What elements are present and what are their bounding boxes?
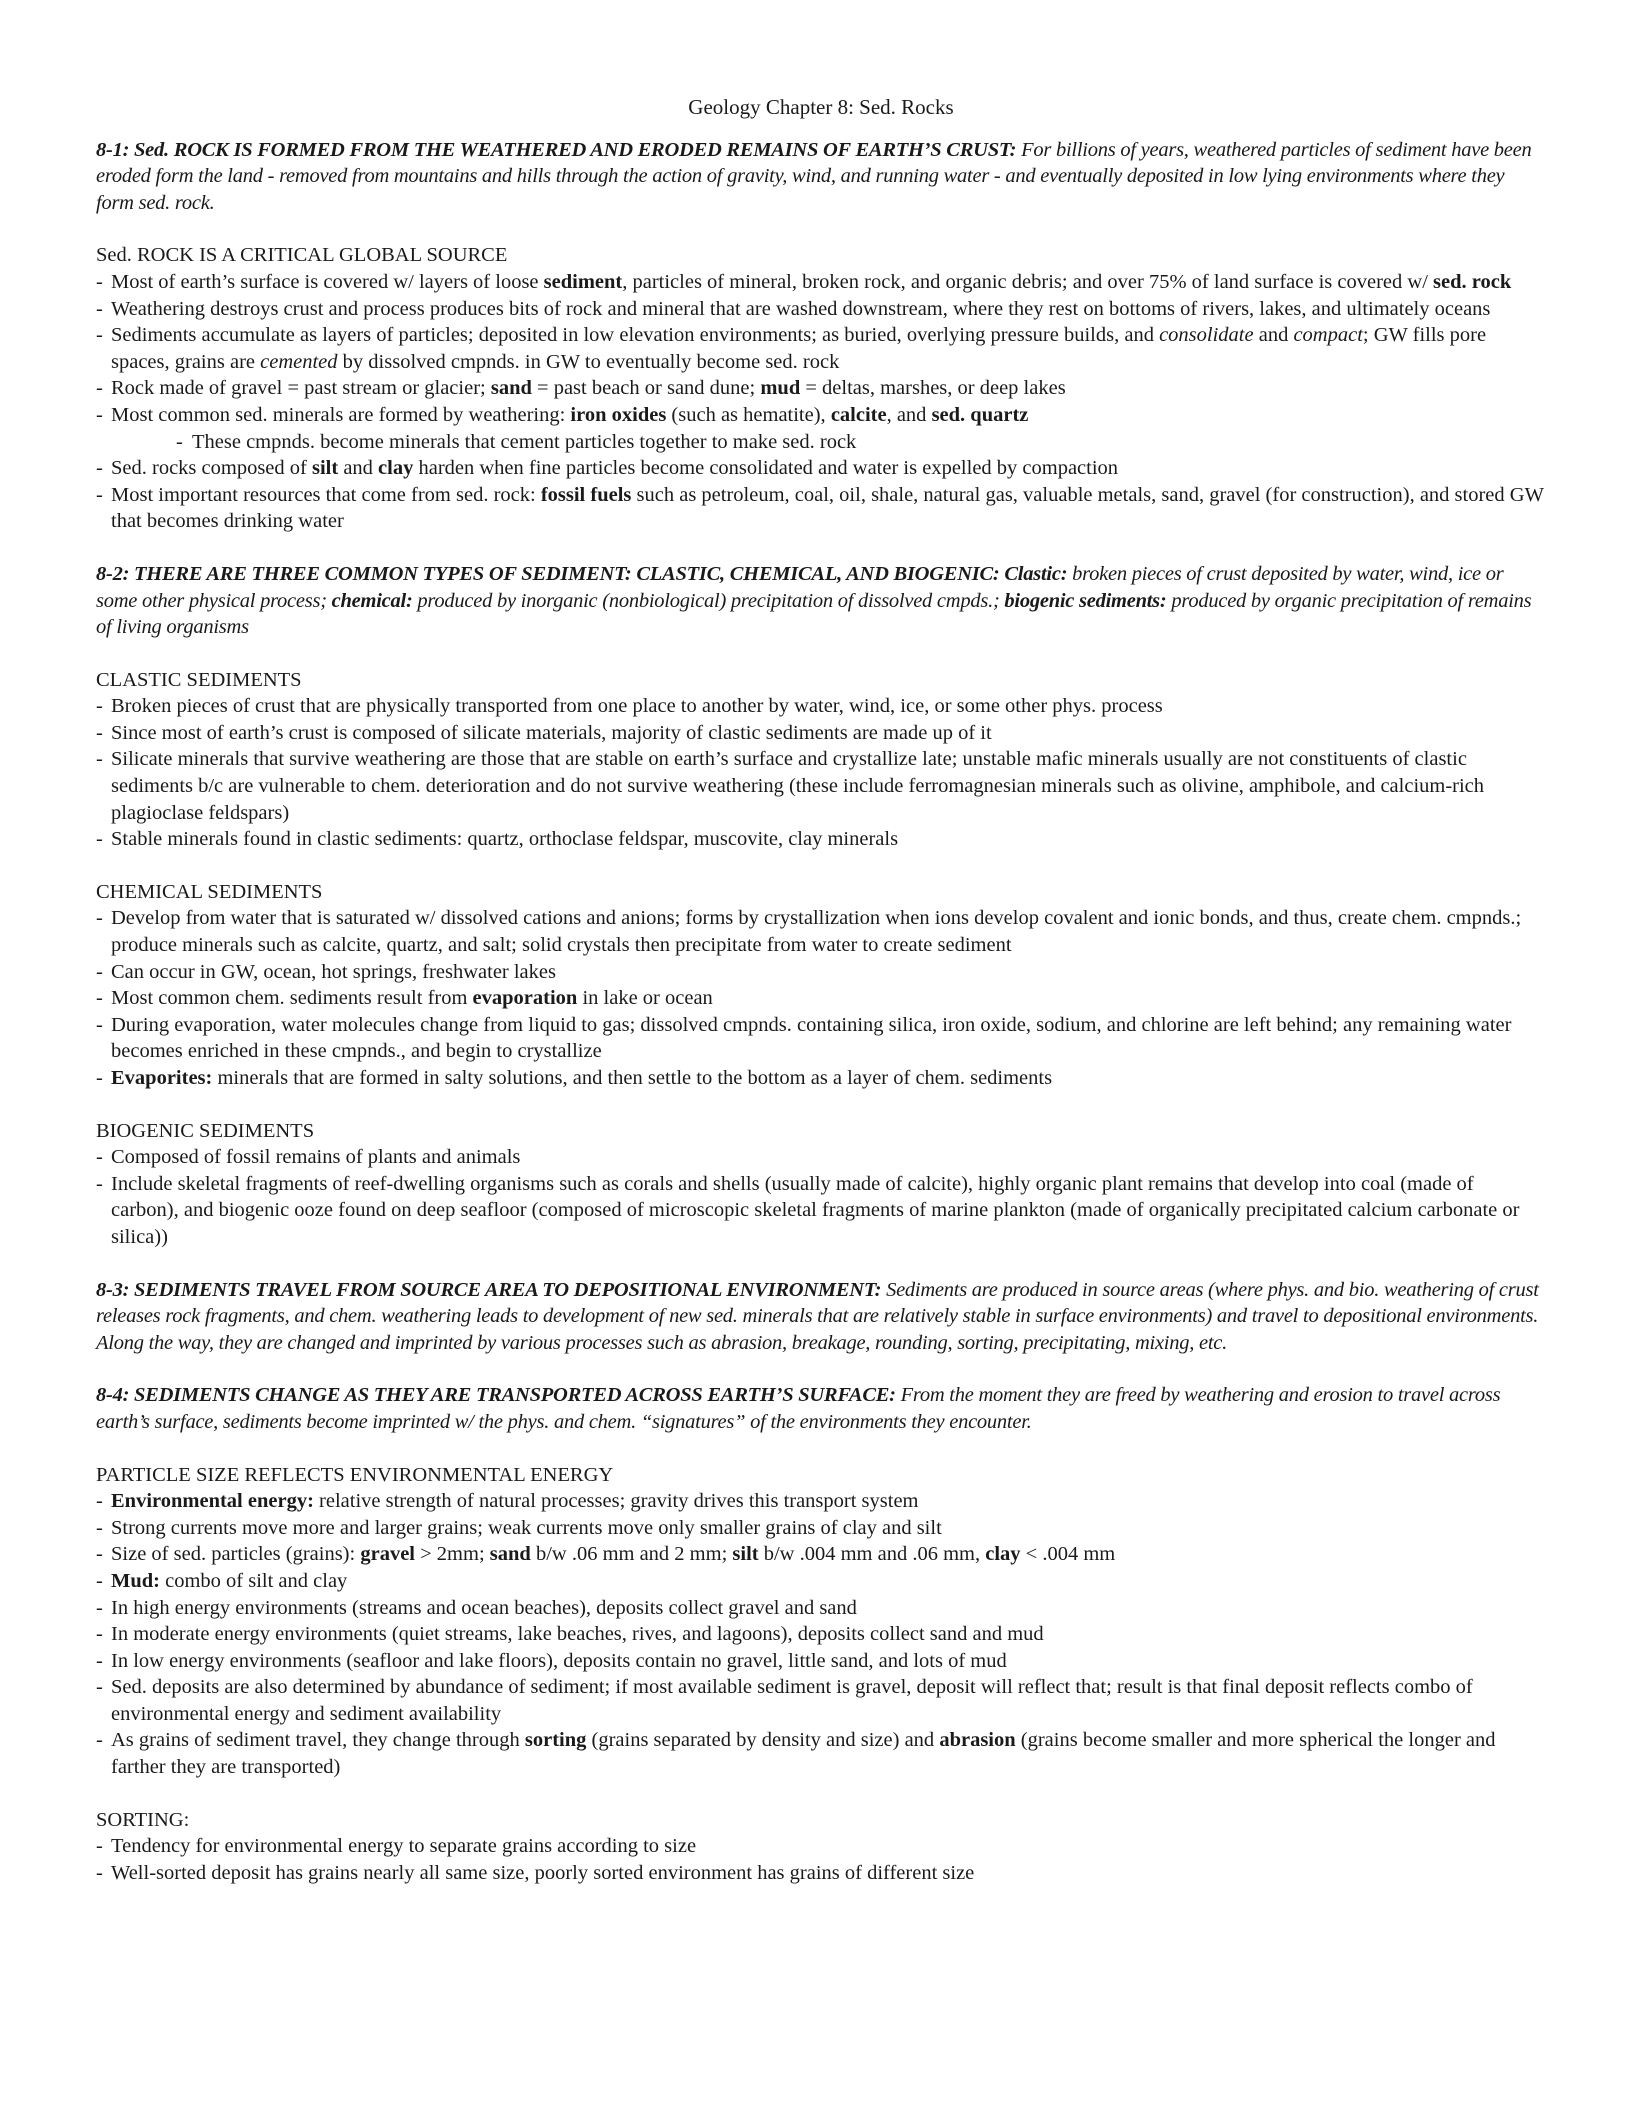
bullet-list xyxy=(96,693,1546,853)
item-text: combo of silt and clay xyxy=(159,1569,348,1592)
subsection-title: CLASTIC SEDIMENTS xyxy=(96,668,302,691)
heading-text: Sediments are produced in source areas (where phys. and bio. weathering of crust releases rock fragments, and chem. weathering leads to development of new sed. minerals that are relatively stable in surface environments) and travel to depositional environments. Along the way, they are changed and imprinted by various processes such as abrasion, breakage, rounding, sorting, precipitating, mixing, etc. xyxy=(96,1278,1539,1354)
item-text: harden when fine particles become consolidated and water is expelled by compaction xyxy=(413,457,1119,480)
section-chemical-sediments xyxy=(96,879,1546,1092)
list-item xyxy=(96,1727,1546,1780)
list-item: - Silicate minerals that survive weathering are those that are stable on earth’s surface and crystallize late; unstable mafic minerals usually are not constituents of clastic sediments b/c are vulnerable to chem. deterioration and do not survive weathering (these include ferromagnesian minerals such as olivine, amphibole, and calcium-rich plagioclase feldspars) xyxy=(96,746,1546,826)
item-text: (grains become smaller and more spherical the longer and farther they are transported) xyxy=(111,1729,1496,1779)
list-item: - In high energy environments (streams and ocean beaches), deposits collect gravel and sand xyxy=(96,1595,1546,1622)
item-text: (grains separated by density and size) and xyxy=(586,1729,940,1752)
page-title: Geology Chapter 8: Sed. Rocks xyxy=(688,95,954,119)
item-emphasis: compact xyxy=(1293,324,1363,347)
item-text: < .004 mm xyxy=(1020,1543,1116,1566)
item-emphasis: cemented xyxy=(260,350,338,373)
list-item: - Stable minerals found in clastic sediments: quartz, orthoclase feldspar, muscovite, clay minerals xyxy=(96,826,1546,853)
item-text: Most common sed. minerals are formed by weathering: xyxy=(111,403,571,426)
item-text: such as petroleum, coal, oil, shale, natural gas, valuable metals, sand, gravel (for construction), and stored GW that becomes drinking water xyxy=(111,483,1544,533)
heading-text: produced by organic precipitation of remains of living organisms xyxy=(96,589,1532,639)
item-text: Most common chem. sediments result from xyxy=(111,987,473,1010)
item-text: Most important resources that come from sed. rock: xyxy=(111,483,541,506)
item-term: Environmental energy: xyxy=(111,1490,314,1513)
subsection-title: SORTING: xyxy=(96,1808,190,1831)
item-text: b/w .004 mm and .06 mm, xyxy=(758,1543,986,1566)
item-term: sed. quartz xyxy=(931,403,1029,426)
list-item xyxy=(96,269,1546,296)
document-body xyxy=(96,94,1546,1912)
section-particle-size xyxy=(96,1462,1546,1781)
bullet-list xyxy=(96,1833,1546,1886)
item-term: sediment xyxy=(543,270,623,293)
bullet-list xyxy=(96,905,1546,1091)
item-text: , and xyxy=(886,403,932,426)
heading-text: produced by inorganic (nonbiological) precipitation of dissolved cmpds.; xyxy=(412,589,1005,612)
list-item: - In low energy environments (seafloor and lake floors), deposits contain no gravel, little sand, and lots of mud xyxy=(96,1648,1546,1675)
list-item: - Strong currents move more and larger grains; weak currents move only smaller grains of clay and silt xyxy=(96,1515,1546,1542)
item-term: evaporation xyxy=(472,987,578,1010)
item-term: fossil fuels xyxy=(540,483,632,506)
heading-bold: chemical: xyxy=(331,589,413,612)
item-text: Size of sed. particles (grains): xyxy=(111,1543,361,1566)
list-item: - Broken pieces of crust that are physically transported from one place to another by water, wind, ice, or some other phys. process xyxy=(96,693,1546,720)
list-item: - Tendency for environmental energy to separate grains according to size xyxy=(96,1833,1546,1860)
list-item: - In moderate energy environments (quiet streams, lake beaches, rives, and lagoons), deposits collect sand and mud xyxy=(96,1621,1546,1648)
list-item: - Since most of earth’s crust is composed of silicate materials, majority of clastic sediments are made up of it xyxy=(96,720,1546,747)
item-text: and xyxy=(1253,324,1294,347)
list-item xyxy=(96,985,1546,1012)
list-item: - Weathering destroys crust and process produces bits of rock and mineral that are washed downstream, where they rest on bottoms of rivers, lakes, and ultimately oceans xyxy=(96,296,1546,323)
list-item: - During evaporation, water molecules change from liquid to gas; dissolved cmpnds. containing silica, iron oxide, sodium, and chlorine are left behind; any remaining water becomes enriched in these cmpnds., and begin to crystallize xyxy=(96,1012,1546,1065)
bullet-list xyxy=(96,269,1546,535)
heading-text: broken pieces of crust deposited by water, wind, ice or some other physical process; xyxy=(96,562,1504,612)
item-text: > 2mm; xyxy=(415,1543,490,1566)
item-text: = past beach or sand dune; xyxy=(531,377,761,400)
list-item: - Sed. deposits are also determined by abundance of sediment; if most available sediment is gravel, deposit will reflect that; result is that final deposit reflects combo of environmental energy and sediment availability xyxy=(96,1674,1546,1727)
list-item xyxy=(96,455,1546,482)
item-text: by dissolved cmpnds. in GW to eventually become sed. rock xyxy=(337,350,840,373)
list-item: - Can occur in GW, ocean, hot springs, freshwater lakes xyxy=(96,959,1546,986)
nested-list-item: - These cmpnds. become minerals that cement particles together to make sed. rock xyxy=(96,429,1546,456)
item-text: Most of earth’s surface is covered w/ layers of loose xyxy=(111,270,544,293)
bullet-list xyxy=(96,1144,1546,1250)
item-term: clay xyxy=(985,1543,1021,1566)
item-text: (such as hematite), xyxy=(666,403,831,426)
list-item xyxy=(96,375,1546,402)
list-item xyxy=(96,402,1546,429)
list-item: - Composed of fossil remains of plants and animals xyxy=(96,1144,1546,1171)
heading-bold: 8-1: Sed. ROCK IS FORMED FROM THE WEATHERED AND ERODED REMAINS OF EARTH’S CRUST: xyxy=(96,138,1017,161)
item-term: sed. rock xyxy=(1433,270,1512,293)
section-sorting xyxy=(96,1807,1546,1887)
list-item xyxy=(96,1568,1546,1595)
subsection-title: PARTICLE SIZE REFLECTS ENVIRONMENTAL ENERGY xyxy=(96,1463,614,1486)
item-text: Rock made of gravel = past stream or glacier; xyxy=(111,377,491,400)
item-term: mud xyxy=(760,377,801,400)
item-term: sand xyxy=(490,377,532,400)
item-text: Sediments accumulate as layers of particles; deposited in low elevation environments; as buried, overlying pressure builds, and xyxy=(111,324,1160,347)
heading-bold: 8-3: SEDIMENTS TRAVEL FROM SOURCE AREA TO DEPOSITIONAL ENVIRONMENT: xyxy=(96,1278,882,1301)
item-text: minerals that are formed in salty solutions, and then settle to the bottom as a layer of chem. sediments xyxy=(212,1067,1053,1089)
item-emphasis: consolidate xyxy=(1159,324,1254,347)
heading-bold: 8-2: THERE ARE THREE COMMON TYPES OF SEDIMENT: CLASTIC, CHEMICAL, AND BIOGENIC: Clastic: xyxy=(96,562,1068,585)
list-item: - Well-sorted deposit has grains nearly all same size, poorly sorted environment has grains of different size xyxy=(96,1860,1546,1887)
item-term: gravel xyxy=(360,1543,415,1566)
item-text: Sed. rocks composed of xyxy=(111,457,312,480)
list-item xyxy=(96,1065,1546,1092)
list-item xyxy=(96,1541,1546,1568)
list-item: - Include skeletal fragments of reef-dwelling organisms such as corals and shells (usually made of calcite), highly organic plant remains that develop into coal (made of carbon), and biogenic ooze found on deep seafloor (composed of microscopic skeletal fragments of marine plankton (made of organically precipitated calcium carbonate or silica)) xyxy=(96,1171,1546,1251)
item-term: sand xyxy=(489,1543,531,1566)
item-term: Mud: xyxy=(111,1569,160,1592)
subsection-title: BIOGENIC SEDIMENTS xyxy=(96,1119,315,1142)
item-text: in lake or ocean xyxy=(577,987,713,1010)
item-text: , particles of mineral, broken rock, and organic debris; and over 75% of land surface is covered w/ xyxy=(622,270,1434,293)
item-term: sorting xyxy=(524,1729,587,1752)
section-clastic-sediments xyxy=(96,667,1546,853)
section-biogenic-sediments xyxy=(96,1118,1546,1251)
list-item: - Develop from water that is saturated w/ dissolved cations and anions; forms by crystallization when ions develop covalent and ionic bonds, and thus, create chem. cmpnds.; produce minerals such as calcite, quartz, and salt; solid crystals then precipitate from water to create sediment xyxy=(96,905,1546,958)
section-8-1-heading xyxy=(96,137,1546,217)
item-term: iron oxides xyxy=(570,403,667,426)
list-item xyxy=(96,482,1546,535)
item-term: Evaporites: xyxy=(111,1067,213,1089)
heading-bold: 8-4: SEDIMENTS CHANGE AS THEY ARE TRANSPORTED ACROSS EARTH’S SURFACE: xyxy=(96,1384,896,1407)
item-term: abrasion xyxy=(939,1729,1016,1752)
subsection-title: Sed. ROCK IS A CRITICAL GLOBAL SOURCE xyxy=(96,244,508,267)
section-8-2-heading xyxy=(96,561,1546,641)
item-text: and xyxy=(338,457,379,480)
item-term: silt xyxy=(311,457,339,480)
list-item xyxy=(96,322,1546,375)
item-term: calcite xyxy=(830,403,887,426)
item-text: ; GW fills pore spaces, grains are xyxy=(111,324,1487,373)
heading-bold: biogenic sediments: xyxy=(1004,589,1167,612)
section-8-4-heading xyxy=(96,1382,1546,1435)
item-term: clay xyxy=(378,457,414,480)
section-8-3-heading xyxy=(96,1277,1546,1357)
section-critical-source xyxy=(96,242,1546,535)
item-text: = deltas, marshes, or deep lakes xyxy=(800,377,1066,400)
item-term: silt xyxy=(732,1543,759,1566)
heading-text: From the moment they are freed by weathering and erosion to travel across earth’s surface, sediments become imprinted w/ the phys. and chem. “signatures” of the environments they encounter. xyxy=(96,1384,1501,1433)
subsection-title: CHEMICAL SEDIMENTS xyxy=(96,880,323,903)
item-text: b/w .06 mm and 2 mm; xyxy=(530,1543,733,1566)
item-text: As grains of sediment travel, they change through xyxy=(111,1729,525,1752)
bullet-list xyxy=(96,1488,1546,1781)
item-text: relative strength of natural processes; gravity drives this transport system xyxy=(313,1490,919,1513)
heading-text: For billions of years, weathered particles of sediment have been eroded form the land - removed from mountains and hills through the action of gravity, wind, and running water - and eventually deposited in low lying environments where they form sed. rock. xyxy=(96,138,1532,214)
list-item xyxy=(96,1488,1546,1515)
